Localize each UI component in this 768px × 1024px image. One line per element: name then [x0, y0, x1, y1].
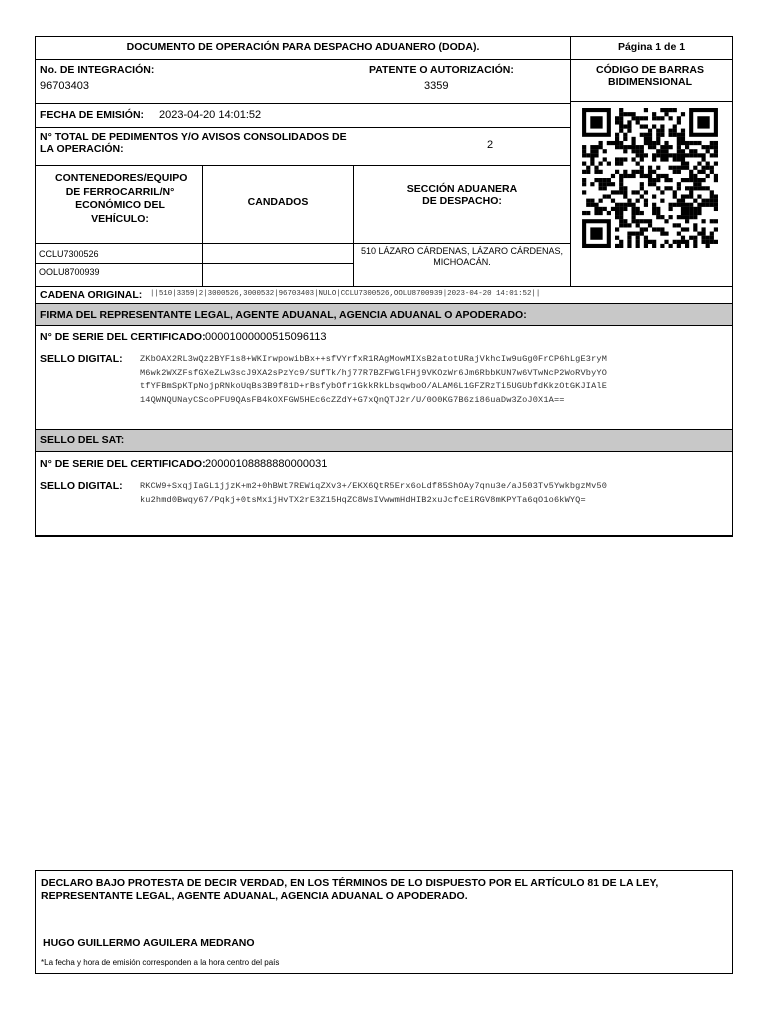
row-line: [35, 243, 571, 244]
row-line: [35, 165, 571, 166]
sat-seal-label: SELLO DIGITAL:: [40, 480, 123, 492]
chain-label: CADENA ORIGINAL:: [40, 289, 143, 301]
page-number: Página 1 de 1: [617, 41, 686, 53]
timezone-note: *La fecha y hora de emisión corresponden a la hora centro del país: [41, 958, 280, 967]
row-line: [35, 59, 733, 60]
sat-seal-value: [140, 480, 725, 507]
customs-section-header: SECCIÓN ADUANERA DE DESPACHO:: [406, 183, 518, 207]
locks-header: CANDADOS: [247, 196, 309, 208]
document-title: DOCUMENTO DE OPERACIÓN PARA DESPACHO ADUANERO (DODA).: [126, 41, 480, 53]
signature-seal-value: [140, 353, 725, 407]
sat-heading: SELLO DEL SAT:: [40, 434, 125, 446]
total-label: N° TOTAL DE PEDIMENTOS Y/O AVISOS CONSOLIDADOS DE LA OPERACIÓN:: [40, 131, 347, 155]
barcode-label: CÓDIGO DE BARRAS BIDIMENSIONAL: [596, 64, 704, 88]
total-value: 2: [487, 139, 494, 151]
signature-cert-value: 00001000000515096113: [205, 331, 327, 343]
containers-header: CONTENEDORES/EQUIPO DE FERROCARRIL/N° ECONÓMICO DEL VEHÍCULO:: [55, 172, 188, 225]
row-line: [570, 101, 733, 102]
seal-line: RKCW9+SxqjIaGL1jjzK+m2+0hBWt7REWiqZXv3+/EKX6QtR5Erx6oLdf85ShOAy7qnu3e/aJ503Tv5YwkbgzMv50: [140, 481, 608, 491]
signature-heading: FIRMA DEL REPRESENTANTE LEGAL, AGENTE ADUANAL, AGENCIA ADUANAL O APODERADO:: [40, 309, 527, 321]
barcode-column-divider: [570, 36, 571, 287]
frame-top: [35, 36, 733, 37]
col-line: [202, 165, 203, 286]
integration-label: No. DE INTEGRACIÓN:: [40, 64, 155, 76]
patent-label: PATENTE O AUTORIZACIÓN:: [369, 64, 514, 76]
chain-value: ||510|3359|2|3000526,3000532|96703403|NULO|CCLU7300526,OOLU8700939|2023-04-20 14:01:52||: [150, 290, 541, 298]
customs-section-value: 510 LÁZARO CÁRDENAS, LÁZARO CÁRDENAS, MICHOACÁN.: [360, 246, 564, 267]
sat-heading-bar: [36, 429, 732, 452]
declaration-box: [35, 870, 733, 974]
row-line: [35, 263, 353, 264]
container-row-2: OOLU8700939: [39, 267, 100, 277]
signature-cert-label: N° DE SERIE DEL CERTIFICADO:: [40, 331, 206, 343]
declaration-text: DECLARO BAJO PROTESTA DE DECIR VERDAD, EN LOS TÉRMINOS DE LO DISPUESTO POR EL ARTÍCULO 81 DE LA LEY, REPRESENTANTE LEGAL, AGENTE ADUANAL, AGENCIA ADUANAL O APODERADO.: [41, 877, 659, 902]
seal-line: ZKbOAX2RL3wQz2BYF1s8+WKIrwpowibBx++sfVYrfxR1RAgMowMIXsB2atotURajVkhcIw9uGg0FrCP6hLgE3ryM: [140, 354, 608, 364]
row-line: [35, 127, 571, 128]
signer-name: HUGO GUILLERMO AGUILERA MEDRANO: [43, 937, 255, 949]
seal-line: ku2hmd0Bwqy67/Pqkj+0tsMxijHvTX2rE3Z15HqZC8WsIVwwmHdHIB2xuJcfcEiRGV8mKPYTa6qO1o6kWYQ=: [140, 494, 586, 505]
qr-code-icon: [582, 108, 718, 248]
signature-seal-label: SELLO DIGITAL:: [40, 353, 123, 365]
row-line: [35, 286, 733, 287]
sat-cert-value: 20000108888880000031: [205, 458, 328, 470]
integration-value: 96703403: [40, 80, 89, 92]
patent-value: 3359: [424, 80, 449, 92]
frame-bottom: [35, 535, 733, 537]
sat-cert-label: N° DE SERIE DEL CERTIFICADO:: [40, 458, 206, 470]
row-line: [35, 103, 571, 104]
container-row-1: CCLU7300526: [39, 249, 99, 259]
seal-line: M6wk2WXZFsfGXeZLw3scJ9XA2sPzYc9/SUfTk/hj77R7BZFWGlFHj9VKOzWr6Jm6RbbKUN7w6VTwNcP2WoRVbyYO: [140, 367, 608, 378]
issue-date-value: 2023-04-20 14:01:52: [159, 109, 262, 121]
seal-line: 14QWNQUNayCScoPFU9QAsFB4kOXFGW5HEc6cZZdY+G7xQnQTJ2r/U/0O0KG7B6zi86uaDw3ZoJ0X1A==: [140, 394, 565, 405]
seal-line: tfYFBmSpKTpNojpRNkoUqBs3B9f81D+rBsfybOfr1GkkRkLbsqwboO/ALAM6L1GFZRzTi5UGUbfdKkzOtGKJIAlE: [140, 381, 608, 391]
issue-date-label: FECHA DE EMISIÓN:: [40, 109, 145, 121]
